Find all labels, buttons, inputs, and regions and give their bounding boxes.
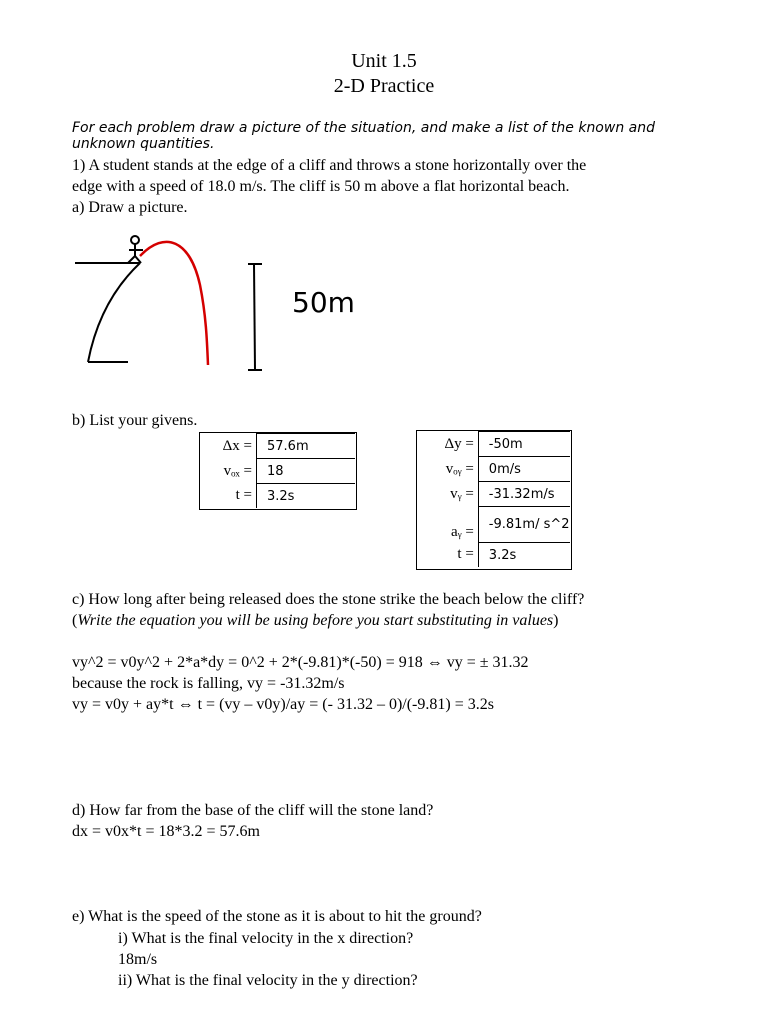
problem-text-line-1: 1) A student stands at the edge of a cliff and throws a stone horizontally over the xyxy=(72,157,587,174)
givens-value: -50m xyxy=(478,432,570,457)
part-c-work-line-3: vy = v0y + ay*t ⇔ t = (vy – v0y)/ay = (- 31.32 – 0)/(-9.81) = 3.2s xyxy=(72,696,494,713)
part-c-work-line-1: vy^2 = v0y^2 + 2*a*dy = 0^2 + 2*(-9.81)*(-50) = 918 ⇔ vy = ± 31.32 xyxy=(72,654,529,671)
givens-label: vᵧ = xyxy=(417,482,478,507)
part-e-sub-i: i) What is the final velocity in the x direction? xyxy=(118,930,414,947)
student-stick-figure xyxy=(128,236,143,263)
part-c-work-line-2: because the rock is falling, vy = -31.32m/s xyxy=(72,675,345,692)
givens-x-table xyxy=(200,433,355,508)
problem-text-line-2: edge with a speed of 18.0 m/s. The cliff is 50 m above a flat horizontal beach. xyxy=(72,178,570,195)
table-row xyxy=(417,432,570,457)
givens-label: aᵧ = xyxy=(417,507,478,543)
part-c-note-text: Write the equation you will be using before you start substituting in values xyxy=(77,612,554,629)
givens-value: 3.2s xyxy=(267,488,295,504)
part-a-prompt: a) Draw a picture. xyxy=(72,199,188,216)
table-row xyxy=(417,543,570,568)
givens-y-table xyxy=(417,431,570,567)
part-d-question: d) How far from the base of the cliff will the stone land? xyxy=(72,802,434,819)
cliff-drawing xyxy=(70,230,390,380)
paren-open: ( xyxy=(72,612,78,629)
part-e-question: e) What is the speed of the stone as it is about to hit the ground? xyxy=(72,908,482,925)
table-row xyxy=(417,457,570,482)
page-subtitle: 2-D Practice xyxy=(333,75,435,97)
givens-value: 18 xyxy=(257,459,356,484)
givens-value: 3.2s xyxy=(488,547,517,563)
givens-label: Δy = xyxy=(417,432,478,457)
givens-label: t = xyxy=(200,484,257,509)
givens-label: Δx = xyxy=(200,434,257,459)
table-row xyxy=(417,482,570,507)
givens-label: vₒᵧ = xyxy=(417,457,478,482)
part-c-note xyxy=(72,610,558,631)
height-bracket xyxy=(248,264,262,370)
part-e-sub-ii: ii) What is the final velocity in the y direction? xyxy=(118,972,418,989)
cliff-outline xyxy=(75,263,140,362)
paren-close: ) xyxy=(553,612,559,629)
unit-title: Unit 1.5 xyxy=(351,50,417,72)
table-row xyxy=(200,484,355,509)
givens-label: t = xyxy=(417,543,478,568)
table-row xyxy=(200,459,355,484)
stone-trajectory xyxy=(140,242,208,365)
givens-value: 57.6m xyxy=(257,434,356,459)
givens-value: -31.32m/s xyxy=(478,482,570,507)
givens-value: -9.81m/ s^2 xyxy=(478,507,570,543)
part-c-question: c) How long after being released does the stone strike the beach below the cliff? xyxy=(72,591,585,608)
part-d-work: dx = v0x*t = 18*3.2 = 57.6m xyxy=(72,823,260,840)
instructions: For each problem draw a picture of the situation, and make a list of the known and unknown quantities. xyxy=(72,120,655,152)
givens-label: vₒₓ = xyxy=(200,459,257,484)
part-e-answer-i: 18m/s xyxy=(118,951,158,968)
height-label: 50m xyxy=(292,286,355,319)
table-row xyxy=(200,434,355,459)
givens-value: 0m/s xyxy=(478,457,570,482)
table-row xyxy=(417,507,570,543)
part-b-prompt: b) List your givens. xyxy=(72,412,198,429)
